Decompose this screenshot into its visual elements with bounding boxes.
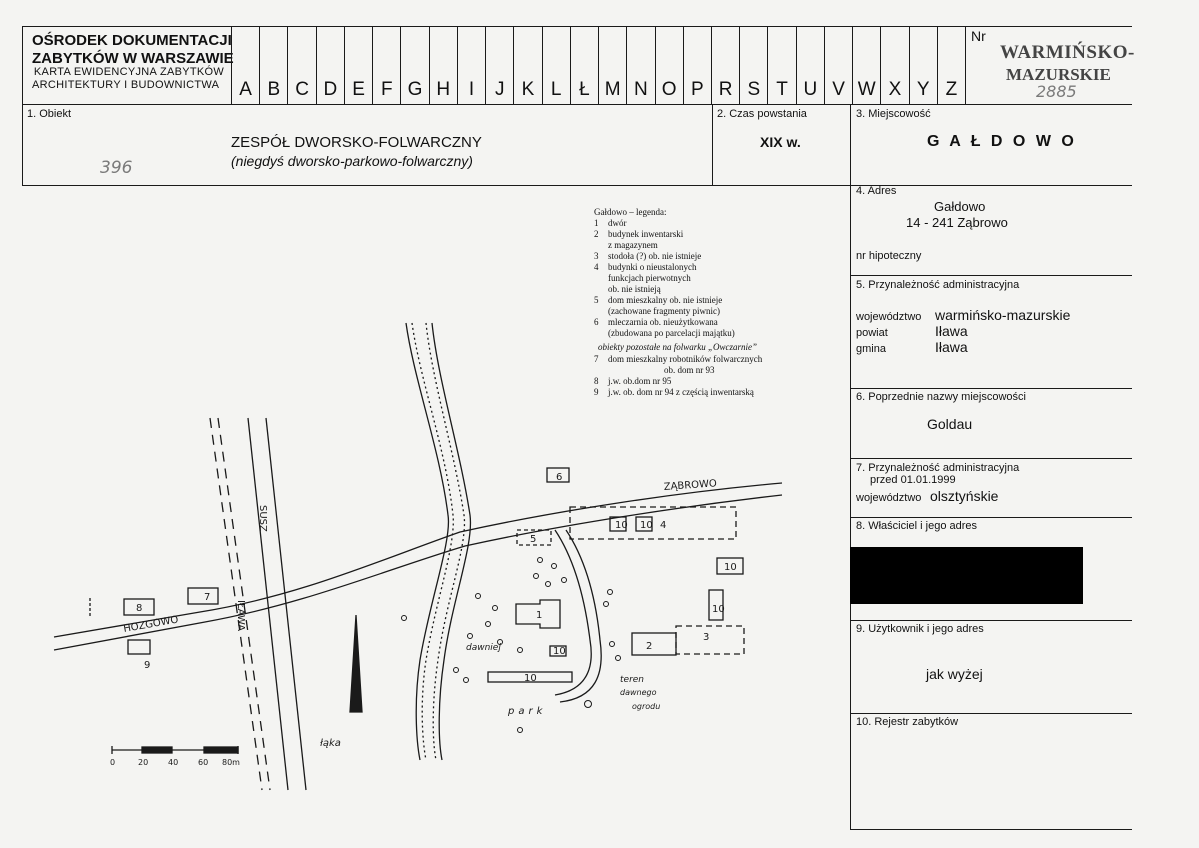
obiekt-note: (niegdyś dworsko-parkowo-folwarczny) bbox=[231, 153, 473, 169]
map-label-ilawa: IŁAWA bbox=[235, 600, 246, 632]
building-number-label: 2 bbox=[646, 641, 653, 652]
letter-label: N bbox=[634, 79, 648, 100]
legend-number: 7 bbox=[594, 354, 599, 364]
legend-number: 4 bbox=[594, 262, 599, 272]
uzytkownik-value: jak wyżej bbox=[926, 666, 983, 682]
building-number-label: 3 bbox=[703, 632, 710, 643]
wojewodztwo-value: warmińsko-mazurskie bbox=[935, 307, 1071, 323]
scale-tick-label: 40 bbox=[168, 758, 179, 767]
letter-label: E bbox=[352, 79, 365, 100]
letter-label: L bbox=[550, 79, 562, 100]
card-type-line1: KARTA EWIDENCYJNA ZABYTKÓW bbox=[33, 66, 225, 78]
building-number-label: 4 bbox=[660, 520, 667, 531]
canal-bank-left bbox=[406, 323, 448, 760]
map-label-hozgowo: HOZGOWO bbox=[122, 614, 180, 635]
legend-text: j.w. ob.dom nr 95 bbox=[608, 376, 672, 386]
letter-label: D bbox=[323, 79, 338, 100]
letter-label: R bbox=[718, 79, 733, 100]
building-number-label: 6 bbox=[556, 472, 563, 483]
letter-label: G bbox=[407, 79, 423, 100]
poprzednie-label: 6. Poprzednie nazwy miejscowości bbox=[856, 391, 1026, 403]
legend-text: budynki o nieustalonych bbox=[608, 262, 697, 272]
scale-tick-label: 0 bbox=[110, 758, 116, 767]
powiat-value: Iława bbox=[935, 323, 968, 339]
miejscowosc-label: 3. Miejscowość bbox=[856, 108, 931, 120]
legend-title: Gałdowo – legenda: bbox=[594, 207, 667, 217]
letter-label: K bbox=[521, 79, 535, 100]
map-label-dawnego: dawnego bbox=[620, 688, 657, 697]
legend-text: budynek inwentarski bbox=[608, 229, 684, 239]
legend-text: funkcjach pierwotnych bbox=[608, 273, 691, 283]
building-number-label: 10 bbox=[640, 520, 653, 531]
map-label-susz: SUSZ bbox=[257, 505, 268, 532]
building-3 bbox=[676, 626, 744, 654]
letter-label: S bbox=[747, 79, 761, 100]
legend-text: ob. nie istnieją bbox=[608, 284, 661, 294]
north-arrow bbox=[350, 615, 362, 712]
letter-label: A bbox=[239, 79, 252, 100]
building-number-label: 1 bbox=[536, 610, 543, 621]
park-path-2 bbox=[560, 530, 601, 702]
legend-text: (zbudowana po parcelacji majątku) bbox=[608, 328, 735, 338]
obiekt-label: 1. Obiekt bbox=[27, 108, 72, 120]
czas-label: 2. Czas powstania bbox=[717, 108, 807, 120]
adres-line2: 14 - 241 Ząbrowo bbox=[906, 215, 1008, 230]
letter-label: Z bbox=[945, 79, 958, 100]
map-label-ogrodu: ogrodu bbox=[632, 702, 661, 711]
legend-number: 2 bbox=[594, 229, 599, 239]
institution-line2: ZABYTKÓW W WARSZAWIE bbox=[32, 50, 234, 67]
letter-label: W bbox=[857, 79, 876, 100]
legend-text: dom mieszkalny ob. nie istnieje bbox=[608, 295, 723, 305]
building-number-label: 10 bbox=[553, 646, 566, 657]
scale-tick-label: 20 bbox=[138, 758, 149, 767]
letter-label: T bbox=[776, 79, 788, 100]
przynaleznosc-label: 5. Przynależność administracyjna bbox=[856, 279, 1020, 291]
map-label-laka: łąka bbox=[320, 738, 341, 749]
letter-label: I bbox=[468, 79, 475, 100]
scale-bar-fill-1 bbox=[142, 747, 172, 753]
obiekt-value: ZESPÓŁ DWORSKO-FOLWARCZNY bbox=[231, 134, 482, 151]
letter-label: Ł bbox=[579, 79, 590, 100]
letter-label: U bbox=[803, 79, 818, 100]
letter-label: F bbox=[380, 79, 393, 100]
letter-label: J bbox=[494, 79, 505, 100]
scale-bar-fill-2 bbox=[204, 747, 238, 753]
map-label-teren: teren bbox=[620, 675, 645, 685]
letter-label: X bbox=[888, 79, 902, 100]
building-number-label: 10 bbox=[524, 673, 537, 684]
legend-subtitle: obiekty pozostałe na folwarku „Owczarnie” bbox=[598, 342, 757, 352]
przed-label-line2: przed 01.01.1999 bbox=[870, 474, 956, 486]
letter-label: V bbox=[832, 79, 845, 100]
adres-line1: Gałdowo bbox=[934, 199, 986, 214]
building-7 bbox=[188, 588, 218, 604]
road-susz-right bbox=[266, 418, 306, 790]
gmina-value: Iława bbox=[935, 339, 968, 355]
map-label-zabrowo: ZĄBROWO bbox=[663, 478, 718, 493]
road-zabrowo bbox=[54, 483, 782, 637]
letter-label: M bbox=[604, 79, 621, 100]
building-number-label: 10 bbox=[724, 562, 737, 573]
przed-woj-value: olsztyńskie bbox=[930, 488, 999, 504]
obiekt-handwritten: 396 bbox=[100, 158, 133, 178]
czas-value: XIX w. bbox=[760, 134, 801, 150]
legend-text: mleczarnia ob. nieużytkowana bbox=[608, 317, 718, 327]
wlasciciel-label: 8. Właściciel i jego adres bbox=[856, 520, 978, 532]
legend-text: dwór bbox=[608, 218, 627, 228]
building-number-label: 9 bbox=[144, 660, 151, 671]
map-label-dawniej: dawniej bbox=[466, 643, 501, 653]
map-label-park: park bbox=[508, 706, 547, 717]
handwritten-number: 2885 bbox=[1036, 82, 1077, 101]
rejestr-label: 10. Rejestr zabytków bbox=[856, 716, 959, 728]
miejscowosc-value: G A Ł D O W O bbox=[927, 133, 1077, 150]
scale-tick-label: 60 bbox=[198, 758, 209, 767]
scale-tick-label: 80m bbox=[222, 758, 240, 767]
legend-text: dom mieszkalny robotników folwarcznych bbox=[608, 354, 763, 364]
legend-number: 9 bbox=[594, 387, 599, 397]
card-type-line2: ARCHITEKTURY I BUDOWNICTWA bbox=[32, 79, 220, 91]
wojewodztwo-label: województwo bbox=[856, 311, 922, 323]
legend-text: (zachowane fragmenty piwnic) bbox=[608, 306, 720, 316]
legend-text: stodoła (?) ob. nie istnieje bbox=[608, 251, 702, 261]
building-9 bbox=[128, 640, 150, 654]
nr-label: Nr bbox=[971, 28, 986, 44]
letter-label: P bbox=[691, 79, 704, 100]
przed-label-line1: 7. Przynależność administracyjna bbox=[856, 462, 1020, 474]
building-2 bbox=[632, 633, 676, 655]
letter-label: B bbox=[267, 79, 281, 100]
region-stamp-line1: WARMIŃSKO- bbox=[1000, 42, 1135, 63]
legend-text: ob. dom nr 93 bbox=[664, 365, 715, 375]
poprzednie-value: Goldau bbox=[927, 416, 973, 432]
letter-label: Y bbox=[916, 79, 930, 100]
letter-label: H bbox=[436, 79, 451, 100]
letter-label: C bbox=[295, 79, 309, 100]
legend-text: j.w. ob. dom nr 94 z częścią inwentarską bbox=[608, 387, 754, 397]
legend-number: 8 bbox=[594, 376, 599, 386]
przed-woj-label: województwo bbox=[856, 492, 922, 504]
building-number-label: 8 bbox=[136, 603, 143, 614]
legend-number: 1 bbox=[594, 218, 599, 228]
legend-number: 6 bbox=[594, 317, 599, 327]
gmina-label: gmina bbox=[856, 343, 886, 355]
legend-number: 3 bbox=[594, 251, 599, 261]
building-number-label: 7 bbox=[204, 592, 211, 603]
adres-label: 4. Adres bbox=[856, 185, 897, 197]
building-number-label: 5 bbox=[530, 534, 537, 545]
building-number-label: 10 bbox=[712, 604, 725, 615]
uzytkownik-label: 9. Użytkownik i jego adres bbox=[856, 623, 984, 635]
building-number-label: 10 bbox=[615, 520, 628, 531]
institution-line1: OŚRODEK DOKUMENTACJI bbox=[32, 32, 232, 49]
legend-number: 5 bbox=[594, 295, 599, 305]
powiat-label: powiat bbox=[856, 327, 888, 339]
hipoteczny-label: nr hipoteczny bbox=[856, 250, 922, 262]
region-stamp-line2: MAZURSKIE bbox=[1006, 65, 1111, 84]
letter-label: O bbox=[661, 79, 677, 100]
legend-text: z magazynem bbox=[608, 240, 658, 250]
